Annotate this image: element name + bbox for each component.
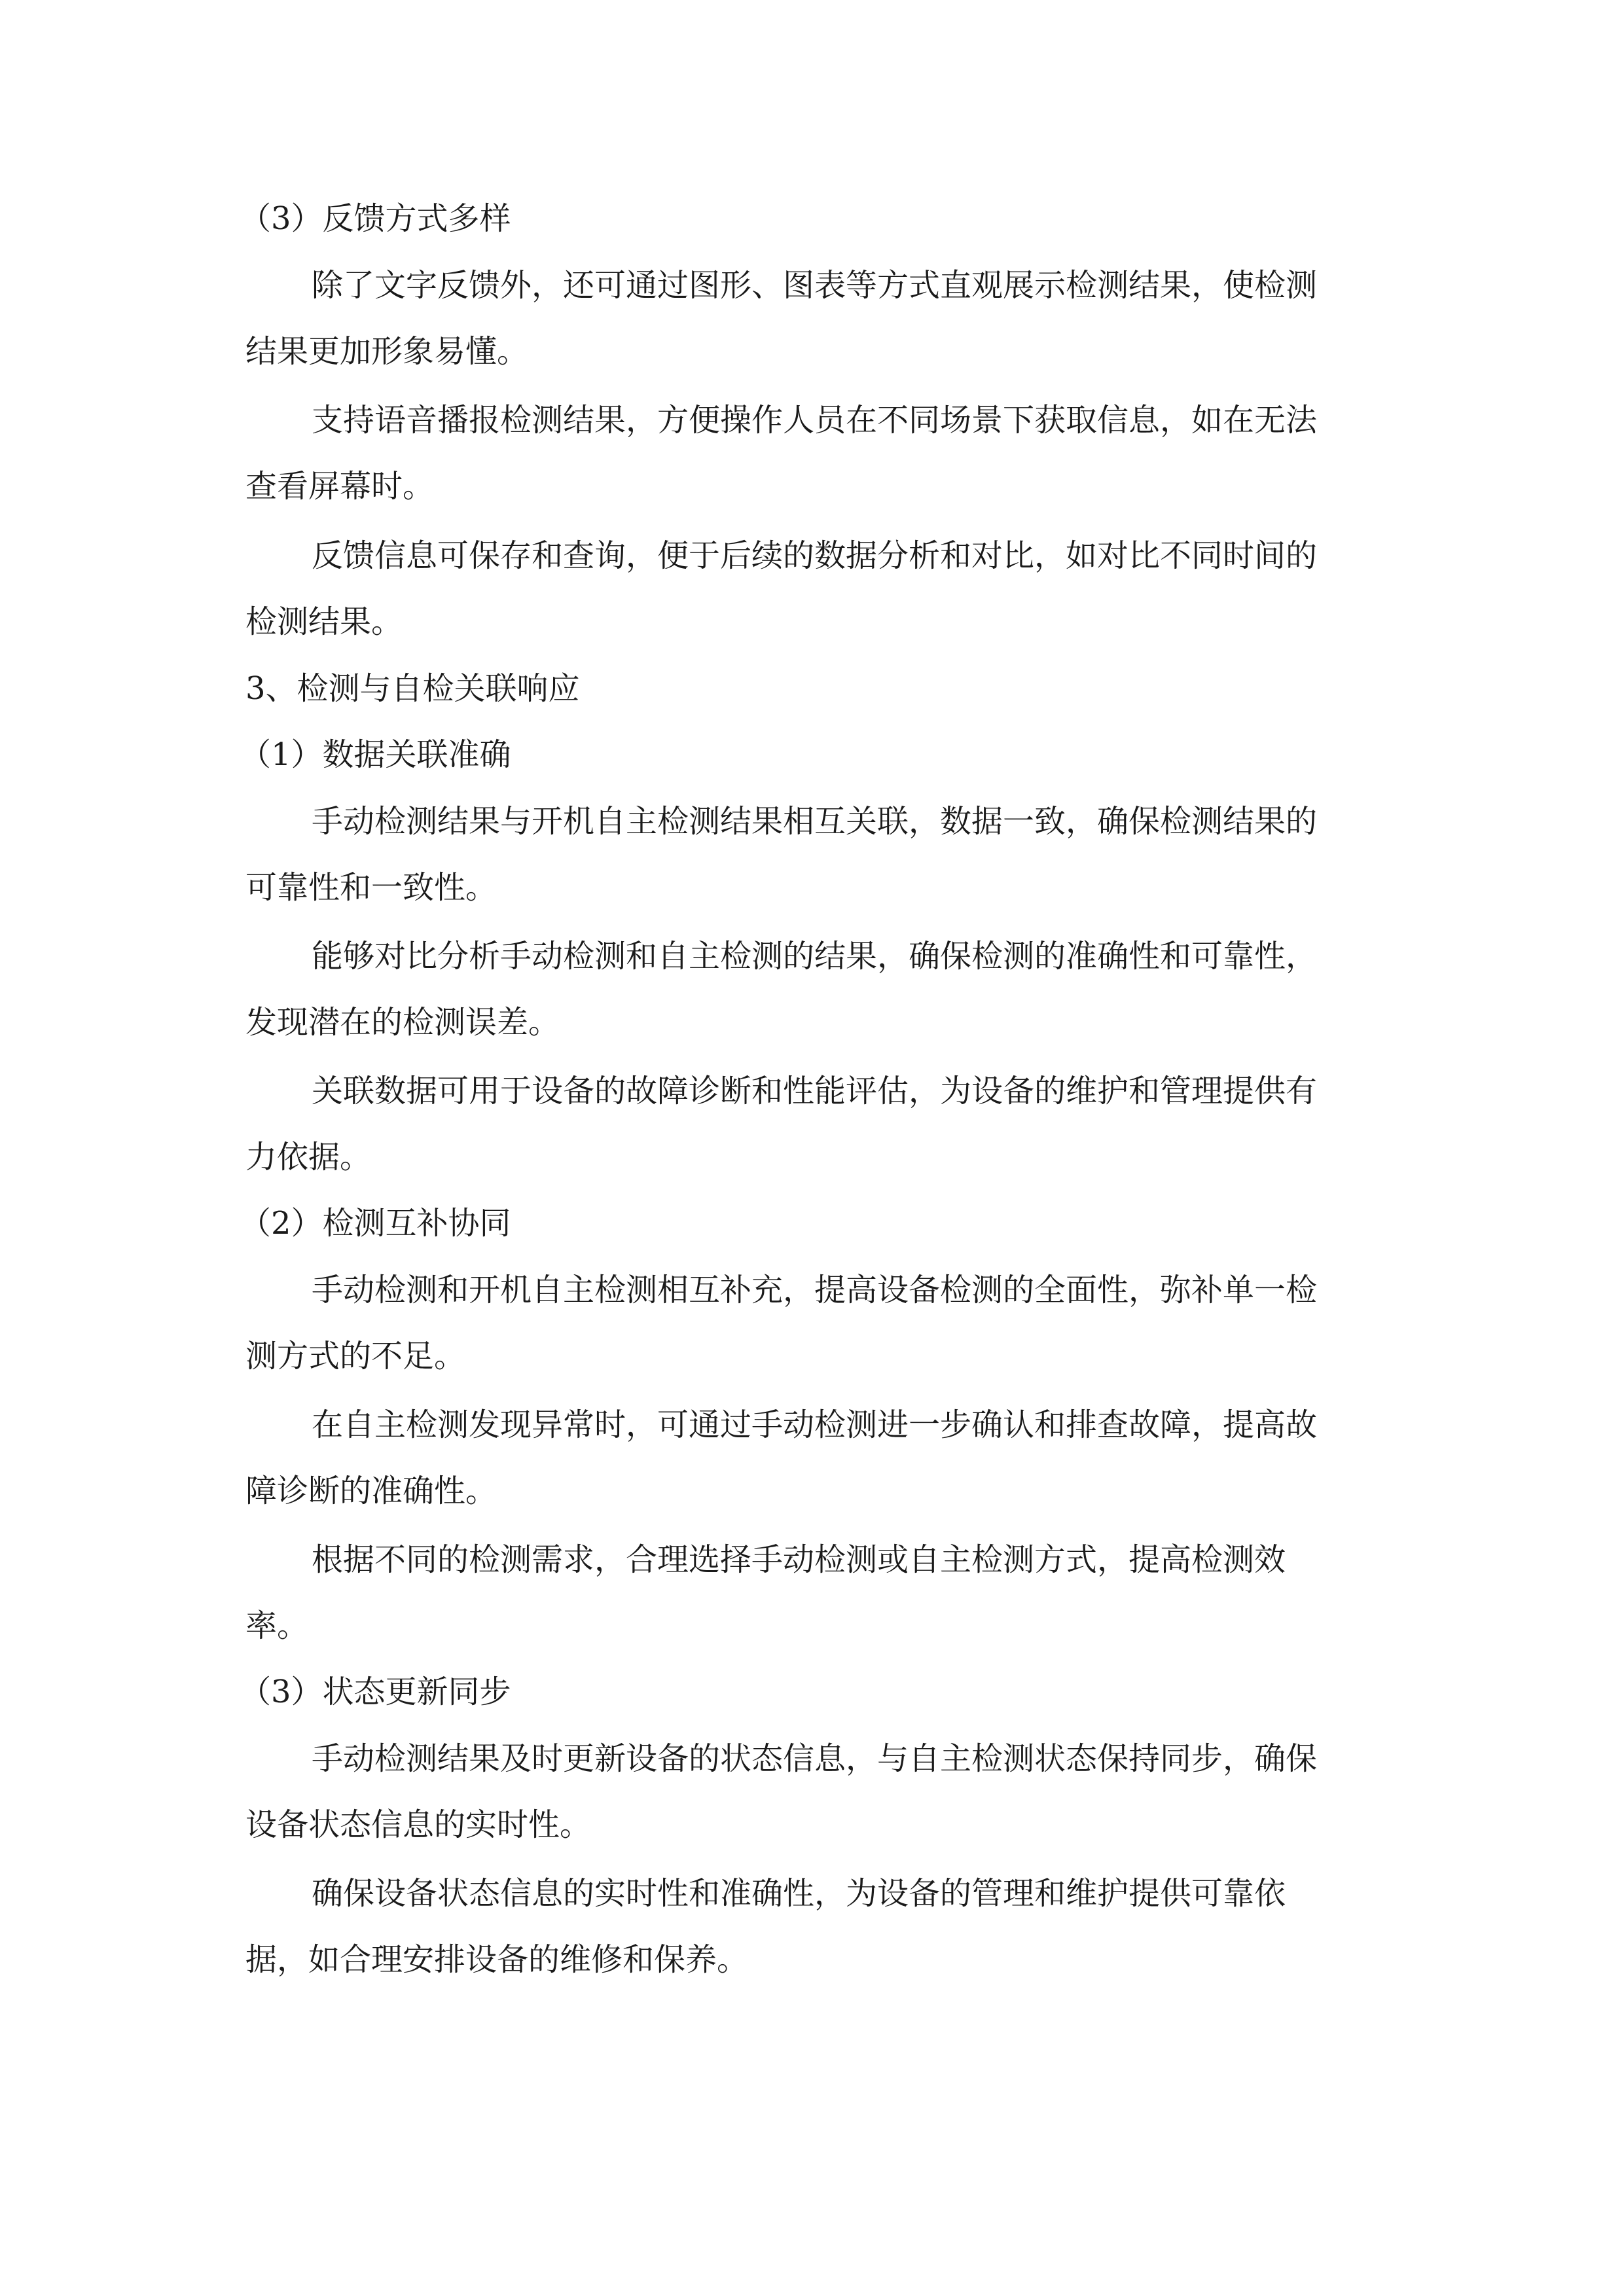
paragraph-line: 结果更加形象易懂。: [245, 333, 529, 370]
paragraph-line: 关联数据可用于设备的故障诊断和性能评估，为设备的维护和管理提供有: [312, 1073, 1318, 1109]
paragraph-line: 检测结果。: [245, 603, 403, 640]
paragraph-line: 率。: [245, 1607, 309, 1644]
paragraph-line: 反馈信息可保存和查询，便于后续的数据分析和对比，如对比不同时间的: [312, 537, 1318, 574]
subheading-feedback-methods: （3）反馈方式多样: [240, 200, 511, 237]
paragraph-line: 障诊断的准确性。: [245, 1473, 497, 1509]
paragraph: [245, 1527, 1375, 1659]
paragraph-line: 据，如合理安排设备的维修和保养。: [245, 1941, 749, 1978]
paragraph-line: 确保设备状态信息的实时性和准确性，为设备的管理和维护提供可靠依: [312, 1875, 1286, 1912]
paragraph-line: 除了文字反馈外，还可通过图形、图表等方式直观展示检测结果，使检测: [312, 267, 1318, 304]
paragraph: [245, 523, 1375, 655]
paragraph-line: 能够对比分析手动检测和自主检测的结果，确保检测的准确性和可靠性，: [312, 938, 1318, 975]
paragraph-line: 查看屏幕时。: [245, 468, 435, 505]
paragraph-line: 手动检测结果及时更新设备的状态信息，与自主检测状态保持同步，确保: [312, 1740, 1318, 1777]
paragraph: [245, 1257, 1375, 1390]
paragraph: [245, 253, 1375, 385]
paragraph: [245, 789, 1375, 921]
paragraph: [245, 1058, 1375, 1191]
paragraph-line: 设备状态信息的实时性。: [245, 1806, 592, 1843]
subheading-data-association: （1）数据关联准确: [240, 736, 511, 773]
paragraph-line: 力依据。: [245, 1139, 372, 1175]
paragraph: [245, 1726, 1375, 1858]
paragraph-line: 根据不同的检测需求，合理选择手动检测或自主检测方式，提高检测效: [312, 1541, 1286, 1578]
paragraph-line: 支持语音播报检测结果，方便操作人员在不同场景下获取信息，如在无法: [312, 402, 1318, 439]
paragraph-line: 可靠性和一致性。: [245, 869, 497, 906]
paragraph-line: 在自主检测发现异常时，可通过手动检测进一步确认和排查故障，提高故: [312, 1407, 1318, 1443]
subheading-status-sync: （3）状态更新同步: [240, 1674, 511, 1710]
paragraph: [245, 387, 1375, 520]
paragraph: [245, 924, 1375, 1056]
subheading-complementary-detection: （2）检测互补协同: [240, 1205, 511, 1242]
paragraph: [245, 1392, 1375, 1524]
paragraph-line: 发现潜在的检测误差。: [245, 1004, 560, 1041]
paragraph: [245, 1861, 1375, 1993]
paragraph-line: 测方式的不足。: [245, 1338, 466, 1374]
section-heading-detection-self-check: 3、检测与自检关联响应: [245, 670, 580, 707]
paragraph-line: 手动检测结果与开机自主检测结果相互关联，数据一致，确保检测结果的: [312, 803, 1318, 840]
paragraph-line: 手动检测和开机自主检测相互补充，提高设备检测的全面性，弥补单一检: [312, 1272, 1318, 1308]
